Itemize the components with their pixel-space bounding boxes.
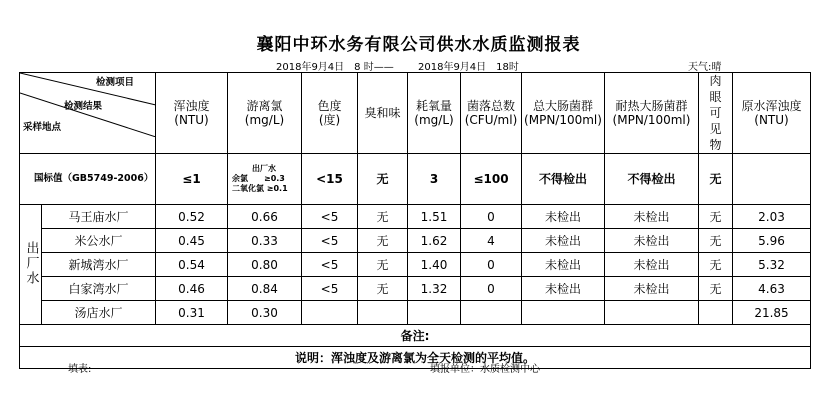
plant-name: 马王庙水厂 — [42, 205, 156, 229]
reporting-unit: 填报单位：水质检测中心 — [430, 364, 540, 375]
date-start: 2018年9月4日 8 时—— — [276, 62, 394, 73]
header-row — [20, 73, 811, 154]
note-text: 说明：浑浊度及游离氯为全天检测的平均值。 — [20, 347, 811, 369]
table-row: 米公水厂 0.45 0.33 <5 无 1.62 4 未检出 未检出 无 5.96 — [20, 229, 811, 253]
header-diagonal-cell — [20, 73, 156, 154]
col-oxygen: 耗氧量 (mg/L) — [408, 73, 461, 154]
col-visible: 肉眼可见物 — [699, 73, 733, 154]
group-label-cell — [20, 205, 42, 325]
standard-row — [20, 154, 811, 205]
std-turbidity: ≤1 — [156, 154, 228, 205]
date-end: 2018年9月4日 18时 — [418, 62, 519, 73]
report-title: 襄阳中环水务有限公司供水水质监测报表 — [256, 35, 581, 55]
std-chlorine: 出厂水 余氯 ≥0.3 二氧化氯 ≥0.1 — [228, 154, 302, 205]
std-color: <15 — [302, 154, 358, 205]
col-coliform: 总大肠菌群 (MPN/100ml) — [522, 73, 605, 154]
col-odor: 臭和味 — [358, 73, 408, 154]
col-turbidity: 浑浊度 (NTU) — [156, 73, 228, 154]
group-label: 出厂水 — [23, 240, 39, 286]
col-bacteria: 菌落总数 (CFU/ml) — [461, 73, 522, 154]
note-row — [20, 347, 811, 369]
diag-label-results: 检测结果 — [64, 101, 103, 112]
col-chlorine: 游离氯 (mg/L) — [228, 73, 302, 154]
std-odor: 无 — [358, 154, 408, 205]
col-thermo-coliform: 耐热大肠菌群 (MPN/100ml) — [605, 73, 699, 154]
col-color: 色度 (度) — [302, 73, 358, 154]
weather: 天气:晴 — [688, 62, 722, 73]
std-coliform: 不得检出 — [522, 154, 605, 205]
table-row: 新城湾水厂 0.54 0.80 <5 无 1.40 0 未检出 未检出 无 5.32 — [20, 253, 811, 277]
standard-label: 国标值（GB5749-2006） — [20, 154, 156, 205]
std-raw-turbidity — [733, 154, 811, 205]
col-raw-turbidity: 原水浑浊度 (NTU) — [733, 73, 811, 154]
plant-name: 新城湾水厂 — [42, 253, 156, 277]
filler-label: 填表: — [68, 364, 92, 375]
std-visible: 无 — [699, 154, 733, 205]
table-row: 白家湾水厂 0.46 0.84 <5 无 1.32 0 未检出 未检出 无 4.63 — [20, 277, 811, 301]
std-thermo-coliform: 不得检出 — [605, 154, 699, 205]
table-row: 出厂水 马王庙水厂 0.52 0.66 <5 无 1.51 0 未检出 未检出 无 2.03 — [20, 205, 811, 229]
remark-row — [20, 325, 811, 347]
diag-label-sites: 采样地点 — [23, 122, 62, 133]
plant-name: 白家湾水厂 — [42, 277, 156, 301]
table-row: 汤店水厂 0.31 0.30 21.85 — [20, 301, 811, 325]
std-oxygen: 3 — [408, 154, 461, 205]
remark-label: 备注: — [20, 325, 811, 347]
plant-name: 米公水厂 — [42, 229, 156, 253]
quality-table — [19, 72, 811, 369]
plant-name: 汤店水厂 — [42, 301, 156, 325]
diag-label-items: 检测项目 — [96, 77, 135, 88]
std-bacteria: ≤100 — [461, 154, 522, 205]
